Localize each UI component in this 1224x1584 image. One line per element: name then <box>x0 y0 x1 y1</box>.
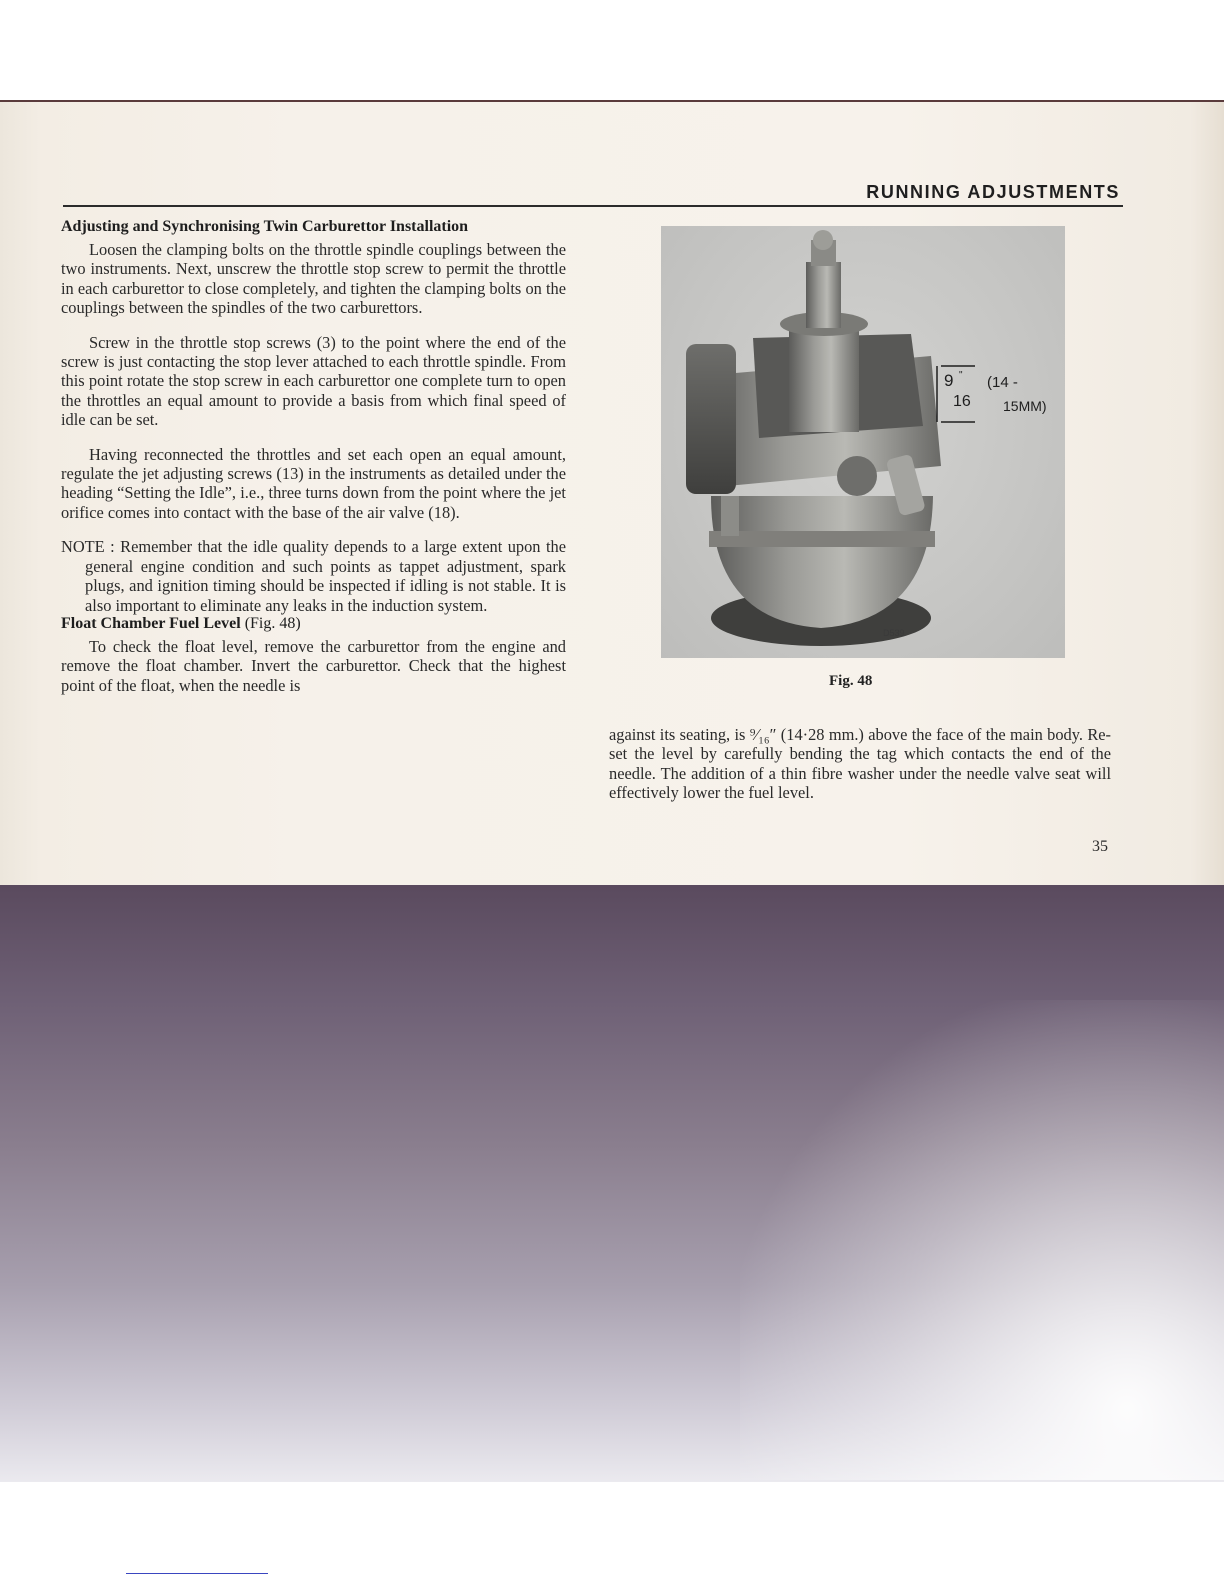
float-heading-text: Float Chamber Fuel Level <box>61 614 241 632</box>
dimension-mm-line1: (14 - <box>987 374 1018 391</box>
float-heading-fig-ref: (Fig. 48) <box>244 614 301 632</box>
carburettor-photo <box>661 226 1065 658</box>
damper-cap <box>813 230 833 250</box>
section-heading-float-chamber <box>61 615 566 633</box>
note-paragraph: NOTE : Remember that the idle quality depends to a large extent upon the general engine condition and such points as tappet adjustment, spark plugs, and ignition timing should be inspected if idling is not stable. It is also important to eliminate any leaks in the induction system. <box>61 537 566 615</box>
dimension-mm-line2: 15MM) <box>1003 398 1047 414</box>
left-column <box>61 218 566 710</box>
running-title: RUNNING ADJUSTMENTS <box>866 182 1120 202</box>
paragraph-reconnected: Having reconnected the throttles and set each open an equal amount, regulate the jet adjusting screws (13) in the instruments as detailed under the heading “Setting the Idle”, i.e., three turns down from the point where the jet orifice comes into contact with the base of the air valve (18). <box>61 444 566 522</box>
clamp-band <box>709 531 935 547</box>
scan-top-margin <box>0 0 1224 100</box>
air-intake-flange <box>686 344 736 494</box>
piston-chamber <box>789 322 859 432</box>
scan-bottom-margin <box>0 1482 1224 1584</box>
right-column <box>609 725 1111 818</box>
plate-code: D539 <box>883 628 905 638</box>
dimension-inch-mark: " <box>959 370 963 381</box>
page-number: 35 <box>1092 838 1108 855</box>
section-heading-twin-carburettor: Adjusting and Synchronising Twin Carburettor Installation <box>61 218 469 235</box>
paragraph-screw-in: Screw in the throttle stop screws (3) to the point where the end of the screw is just contacting the stop lever attached to each throttle spindle. From this point rotate the stop screw in each carburettor one complete turn to open the throttles an equal amount to provide a basis from which final speed of idle can be set. <box>61 332 566 430</box>
bottom-rule <box>126 1573 268 1574</box>
jet-adjuster <box>837 456 877 496</box>
dimension-denominator: 16 <box>953 393 971 410</box>
header-rule <box>63 205 1123 207</box>
book-shadow-highlight <box>740 1000 1224 1480</box>
carburettor-illustration <box>661 226 1065 658</box>
paragraph-against-seating: against its seating, is ⁹⁄₁₆″ (14·28 mm.) above the face of the main body. Re-set the level by carefully bending the tag which contacts the end of the needle. The addition of a thin fibre washer under the needle valve seat will effectively lower the fuel level. <box>609 725 1111 803</box>
clamp-bracket <box>721 496 739 536</box>
paragraph-loosen: Loosen the clamping bolts on the throttle spindle couplings between the two instruments. Next, unscrew the throttle stop screw to permit the throttle in each carburettor to close completely, and tighten the clamping bolts on the couplings between the spindles of the two carburettors. <box>61 240 566 318</box>
paragraph-float-check: To check the float level, remove the carburettor from the engine and remove the float chamber. Invert the carburettor. Check that the highest point of the float, when the needle is <box>61 636 566 695</box>
dimension-numerator: 9 <box>944 371 954 390</box>
figure-caption: Fig. 48 <box>829 673 873 689</box>
damper-stem <box>806 262 841 328</box>
